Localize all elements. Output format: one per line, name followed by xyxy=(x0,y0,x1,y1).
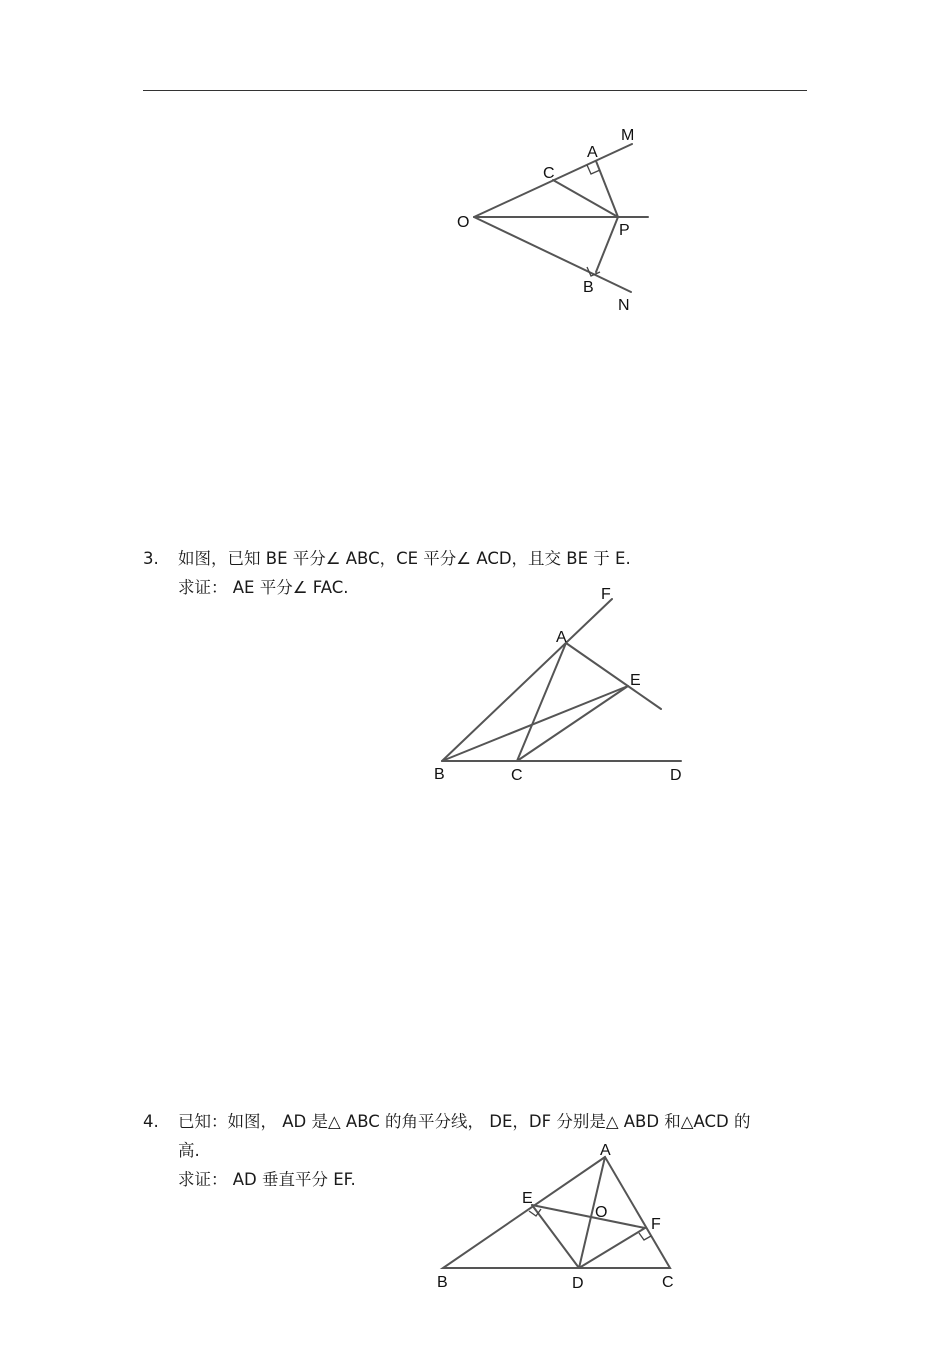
label-o: O xyxy=(595,1204,608,1221)
label-a: A xyxy=(556,629,567,646)
label-c: C xyxy=(662,1274,674,1291)
problem-3-statement: 如图，已知 BE 平分∠ ABC，CE 平分∠ ACD，且交 BE 于 E. xyxy=(178,549,631,568)
segment-de xyxy=(532,1205,579,1268)
problem-3-prove: 求证： AE 平分∠ FAC. xyxy=(178,578,349,597)
label-e: E xyxy=(630,672,641,689)
label-d: D xyxy=(670,767,682,784)
problem-4-number: 4. xyxy=(143,1112,159,1131)
label-c: C xyxy=(543,165,555,182)
label-p: P xyxy=(619,222,630,239)
label-m: M xyxy=(621,127,635,144)
label-f: F xyxy=(651,1216,661,1233)
label-n: N xyxy=(618,297,630,314)
label-b: B xyxy=(583,279,594,296)
label-e: E xyxy=(522,1190,533,1207)
label-o: O xyxy=(457,214,470,231)
triangle-abc xyxy=(443,1157,670,1268)
segment-df xyxy=(579,1228,645,1268)
label-d: D xyxy=(572,1275,584,1292)
label-a: A xyxy=(600,1142,611,1159)
problem-4-statement-cont: 高. xyxy=(178,1141,200,1160)
label-b: B xyxy=(434,766,445,783)
label-b: B xyxy=(437,1274,448,1291)
problem-4-prove: 求证： AD 垂直平分 EF. xyxy=(178,1170,356,1189)
problem-4-statement: 已知：如图， AD 是△ ABC 的角平分线， DE，DF 分别是△ ABD 和△ACD 的 xyxy=(178,1112,751,1131)
label-c: C xyxy=(511,767,523,784)
problem-3-number: 3. xyxy=(143,549,159,568)
label-a: A xyxy=(587,144,598,161)
label-f: F xyxy=(601,586,611,603)
